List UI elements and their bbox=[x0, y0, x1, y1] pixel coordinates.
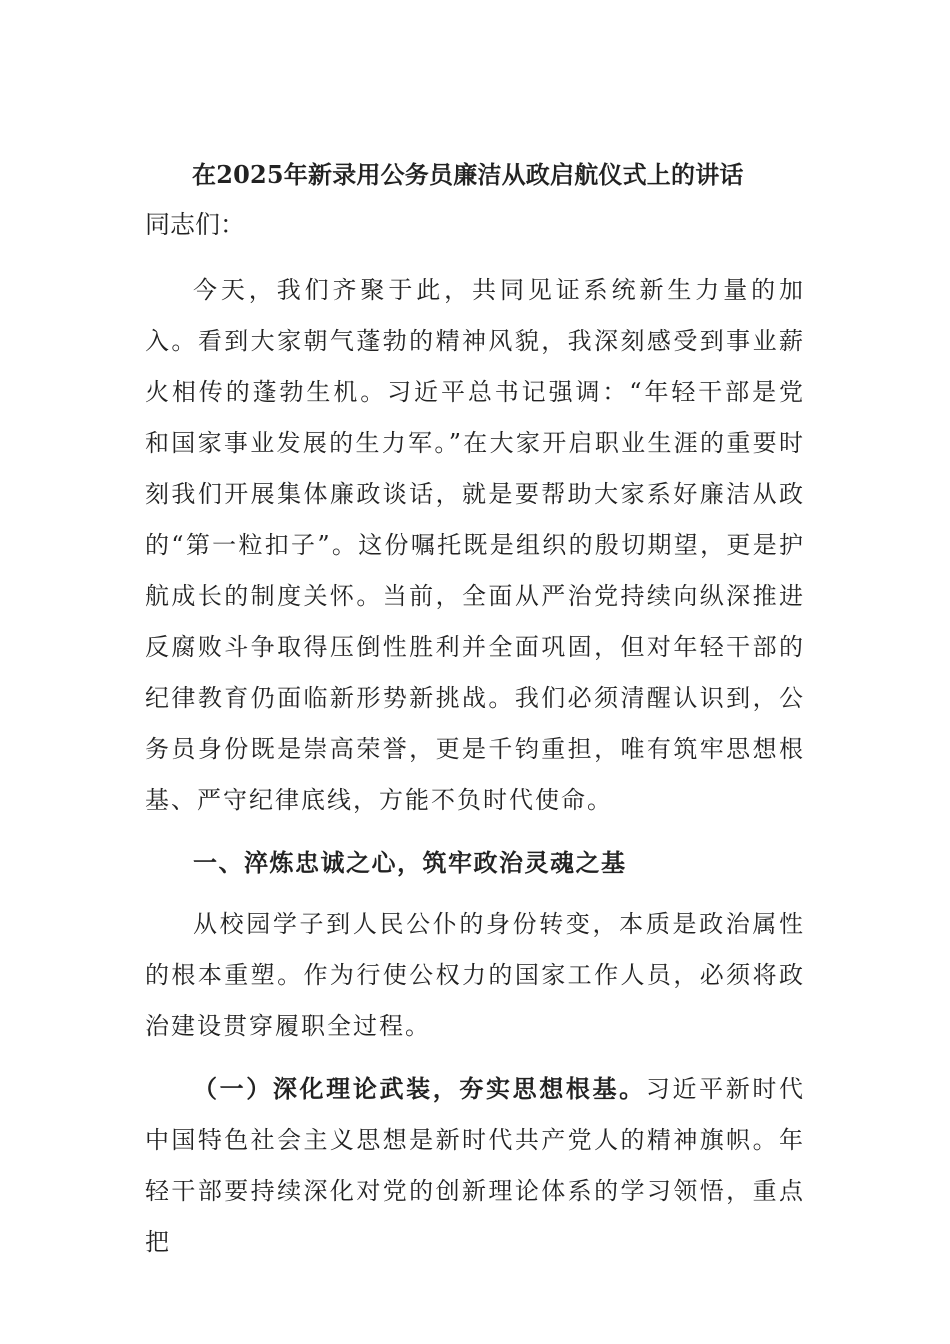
paragraph-section1: 从校园学子到人民公仆的身份转变，本质是政治属性的根本重塑。作为行使公权力的国家工作人员，必须将政治建设贯穿履职全过程。 bbox=[145, 910, 805, 1040]
paragraph-subsection1 bbox=[145, 1063, 805, 1268]
document-title: 在2025年新录用公务员廉洁从政启航仪式上的讲话 bbox=[192, 160, 744, 189]
document-page bbox=[145, 150, 805, 1268]
section-heading-1: 一、淬炼忠诚之心，筑牢政治灵魂之基 bbox=[193, 848, 627, 877]
paragraph-intro: 今天，我们齐聚于此，共同见证系统新生力量的加入。看到大家朝气蓬勃的精神风貌，我深刻感受到事业薪火相传的蓬勃生机。习近平总书记强调：“年轻干部是党和国家事业发展的生力军。”在大家开启职业生涯的重要时刻我们开展集体廉政谈话，就是要帮助大家系好廉洁从政的“第一粒扣子”。这份嘱托既是组织的殷切期望，更是护航成长的制度关怀。当前，全面从严治党持续向纵深推进反腐败斗争取得压倒性胜利并全面巩固，但对年轻干部的纪律教育仍面临新形势新挑战。我们必须清醒认识到，公务员身份既是崇高荣誉，更是千钧重担，唯有筑牢思想根基、严守纪律底线，方能不负时代使命。 bbox=[145, 276, 805, 814]
salutation: 同志们： bbox=[145, 210, 246, 239]
subsection-body-1: 习近平新时代中国特色社会主义思想是新时代共产党人的精神旗帜。年轻干部要持续深化对党的创新理论体系的学习领悟，重点把 bbox=[145, 1075, 806, 1256]
subsection-heading-1: （一）深化理论武装，夯实思想根基。 bbox=[193, 1074, 646, 1103]
